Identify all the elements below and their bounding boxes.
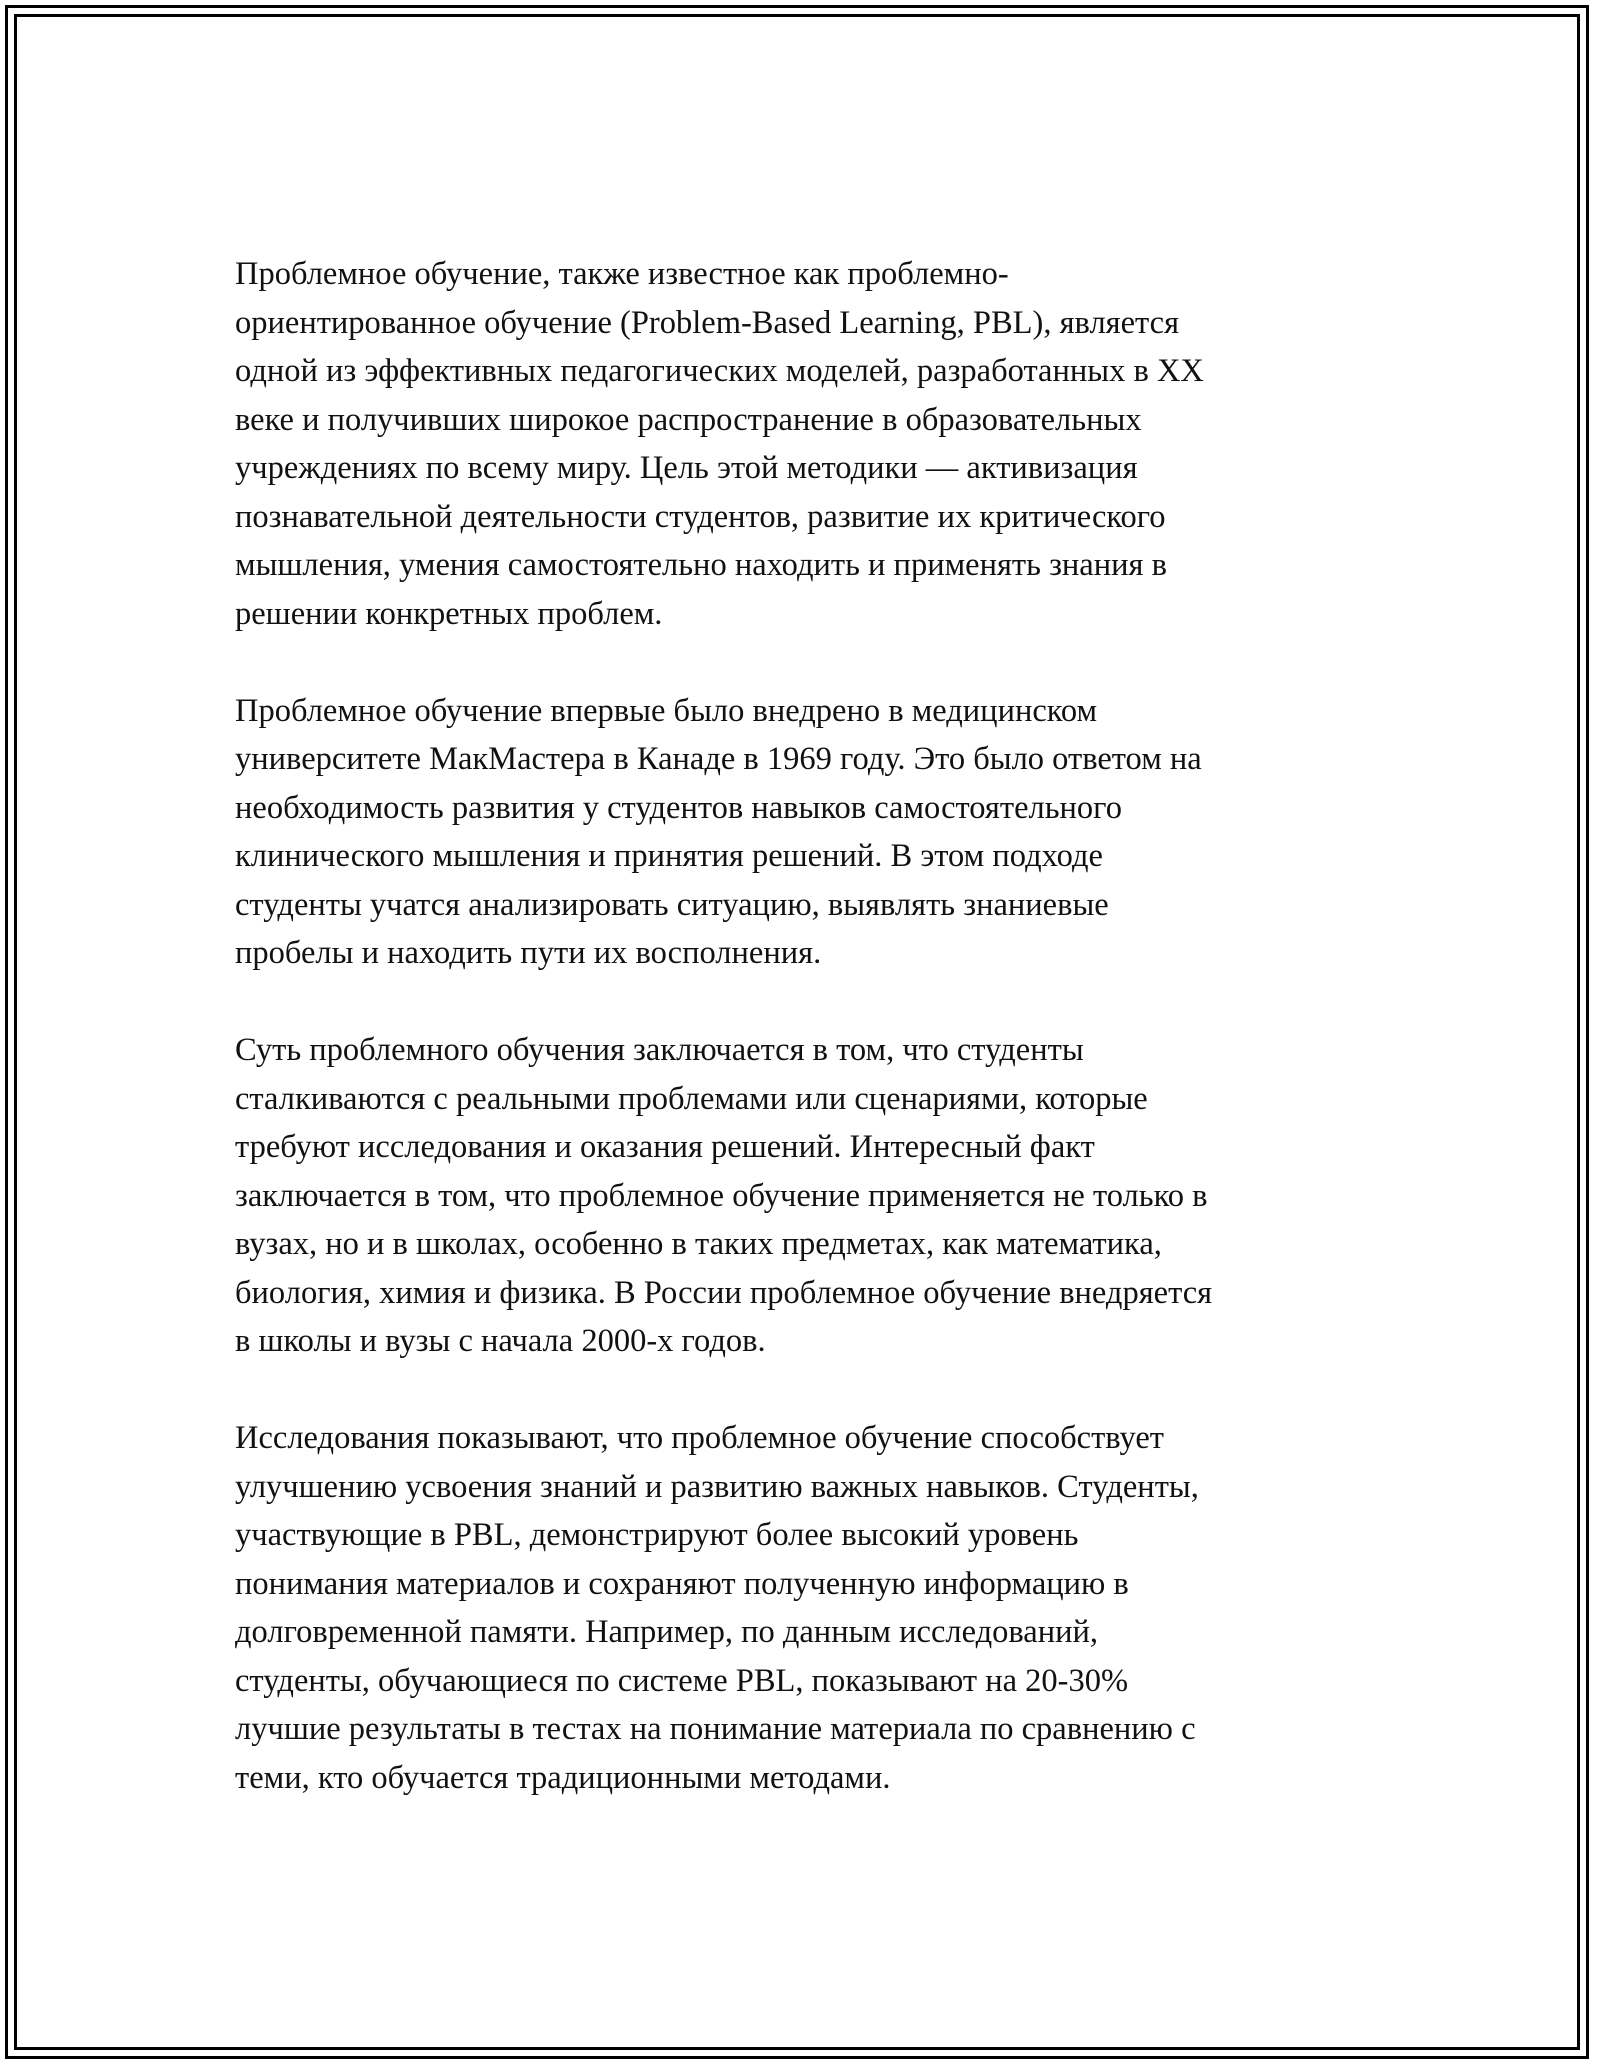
text-line: Суть проблемного обучения заключается в том, что студенты <box>235 1032 1084 1068</box>
document-body <box>235 250 1375 1851</box>
text-line: Проблемное обучение, также известное как проблемно- <box>235 256 1009 292</box>
text-line: биология, химия и физика. В России проблемное обучение внедряется <box>235 1274 1213 1311</box>
text-line: теми, кто обучается традиционными методами. <box>235 1759 891 1796</box>
text-line: университете МакМастера в Канаде в 1969 году. Это было ответом на <box>235 741 1202 777</box>
paragraph-3 <box>235 1026 1375 1366</box>
text-line: в школы и вузы с начала 2000-х годов. <box>235 1323 766 1359</box>
paragraph-4 <box>235 1414 1375 1802</box>
text-line: требуют исследования и оказания решений. Интересный факт <box>235 1129 1095 1165</box>
text-line: Проблемное обучение впервые было внедрено в медицинском <box>235 692 1098 729</box>
text-line: вузах, но и в школах, особенно в таких предметах, как математика, <box>235 1226 1162 1262</box>
text-line: ориентированное обучение (Problem-Based Learning, PBL), является <box>235 304 1180 341</box>
text-line: веке и получивших широкое распространение в образовательных <box>235 401 1142 438</box>
text-line: мышления, умения самостоятельно находить и применять знания в <box>235 547 1167 583</box>
text-line: учреждениях по всему миру. Цель этой методики — активизация <box>235 450 1138 486</box>
text-line: улучшению усвоения знаний и развитию важных навыков. Студенты, <box>235 1468 1199 1505</box>
text-line: сталкиваются с реальными проблемами или сценариями, которые <box>235 1080 1148 1117</box>
text-line: решении конкретных проблем. <box>235 595 663 632</box>
text-line: студенты, обучающиеся по системе PBL, показывают на 20-30% <box>235 1662 1129 1699</box>
paragraph-2 <box>235 687 1375 978</box>
text-line: заключается в том, что проблемное обучение применяется не только в <box>235 1177 1208 1214</box>
text-line: долговременной памяти. Например, по данным исследований, <box>235 1614 1099 1650</box>
text-line: студенты учатся анализировать ситуацию, выявлять знаниевые <box>235 886 1109 923</box>
text-line: участвующие в PBL, демонстрируют более высокий уровень <box>235 1517 1079 1553</box>
text-line: одной из эффективных педагогических моделей, разработанных в XX <box>235 353 1204 389</box>
paragraph-1 <box>235 250 1375 638</box>
text-line: необходимость развития у студентов навыков самостоятельного <box>235 789 1122 826</box>
text-line: понимания материалов и сохраняют полученную информацию в <box>235 1565 1129 1602</box>
text-line: познавательной деятельности студентов, развитие их критического <box>235 498 1166 535</box>
text-line: пробелы и находить пути их восполнения. <box>235 935 822 971</box>
text-line: Исследования показывают, что проблемное обучение способствует <box>235 1420 1164 1456</box>
text-line: лучшие результаты в тестах на понимание материала по сравнению с <box>235 1711 1196 1747</box>
text-line: клинического мышления и принятия решений. В этом подходе <box>235 838 1103 874</box>
